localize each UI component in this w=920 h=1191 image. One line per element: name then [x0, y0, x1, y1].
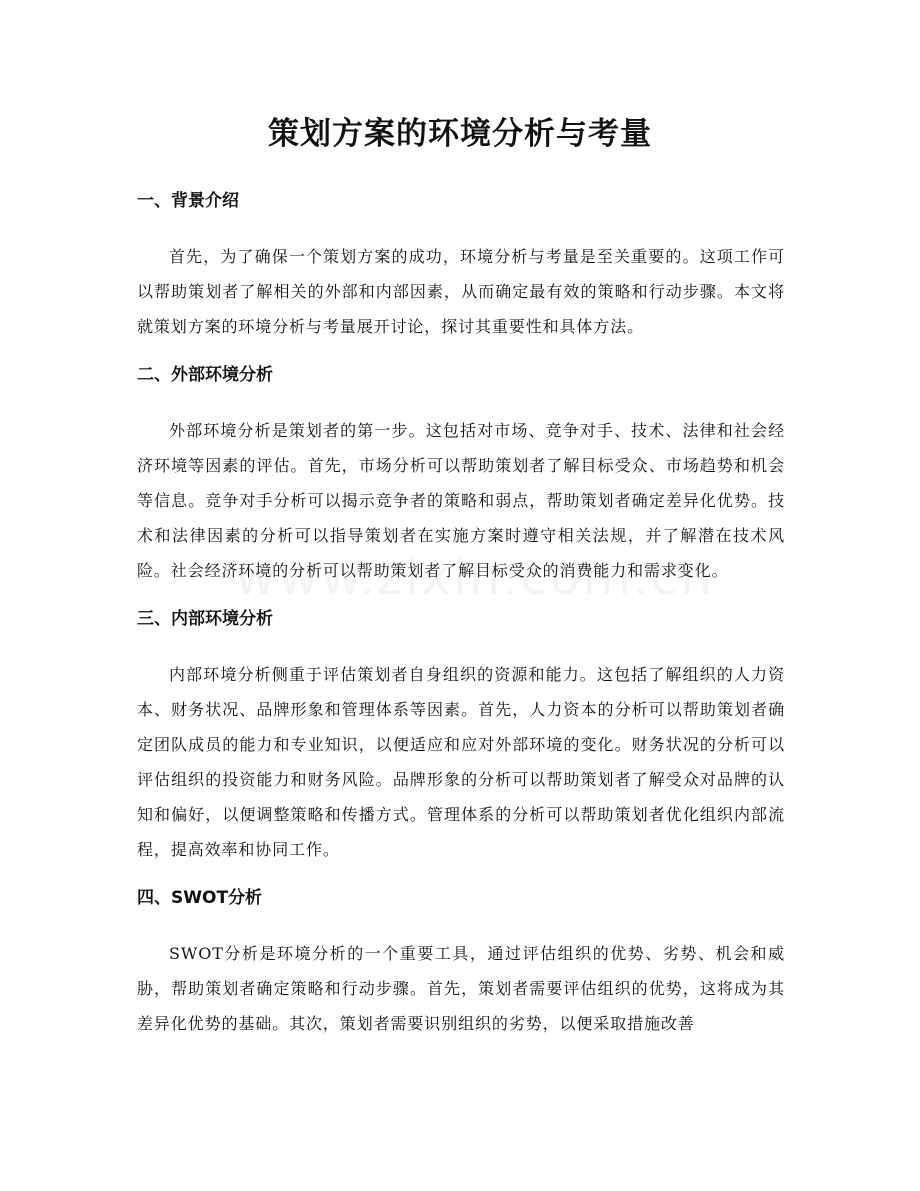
section-swot-analysis — [137, 883, 785, 1041]
section-heading: 二、外部环境分析 — [137, 365, 273, 385]
document-title: 策划方案的环境分析与考量 — [268, 116, 652, 152]
section-heading: 三、内部环境分析 — [137, 609, 273, 629]
section-external-analysis — [137, 360, 785, 588]
section-internal-analysis — [137, 604, 785, 867]
section-heading: 四、SWOT分析 — [137, 888, 263, 908]
section-heading: 一、背景介绍 — [137, 191, 239, 211]
document-body — [137, 186, 785, 1057]
section-paragraph: 外部环境分析是策划者的第一步。这包括对市场、竞争对手、技术、法律和社会经济环境等因素的评估。首先，市场分析可以帮助策划者了解目标受众、市场趋势和机会等信息。竞争对手分析可以揭示竞争者的策略和弱点，帮助策划者确定差异化优势。技术和法律因素的分析可以指导策划者在实施方案时遵守相关法规，并了解潜在技术风险。社会经济环境的分析可以帮助策划者了解目标受众的消费能力和需求变化。 — [137, 421, 785, 580]
section-paragraph: 首先，为了确保一个策划方案的成功，环境分析与考量是至关重要的。这项工作可以帮助策划者了解相关的外部和内部因素，从而确定最有效的策略和行动步骤。本文将就策划方案的环境分析与考量展开讨论，探讨其重要性和具体方法。 — [137, 247, 785, 336]
section-paragraph: SWOT分析是环境分析的一个重要工具，通过评估组织的优势、劣势、机会和威胁，帮助策划者确定策略和行动步骤。首先，策划者需要评估组织的优势，这将成为其差异化优势的基础。其次，策划者需要识别组织的劣势，以便采取措施改善 — [137, 944, 785, 1033]
section-background — [137, 186, 785, 344]
section-paragraph: 内部环境分析侧重于评估策划者自身组织的资源和能力。这包括了解组织的人力资本、财务状况、品牌形象和管理体系等因素。首先，人力资本的分析可以帮助策划者确定团队成员的能力和专业知识，以便适应和应对外部环境的变化。财务状况的分析可以评估组织的投资能力和财务风险。品牌形象的分析可以帮助策划者了解受众对品牌的认知和偏好，以便调整策略和传播方式。管理体系的分析可以帮助策划者优化组织内部流程，提高效率和协同工作。 — [137, 665, 785, 859]
